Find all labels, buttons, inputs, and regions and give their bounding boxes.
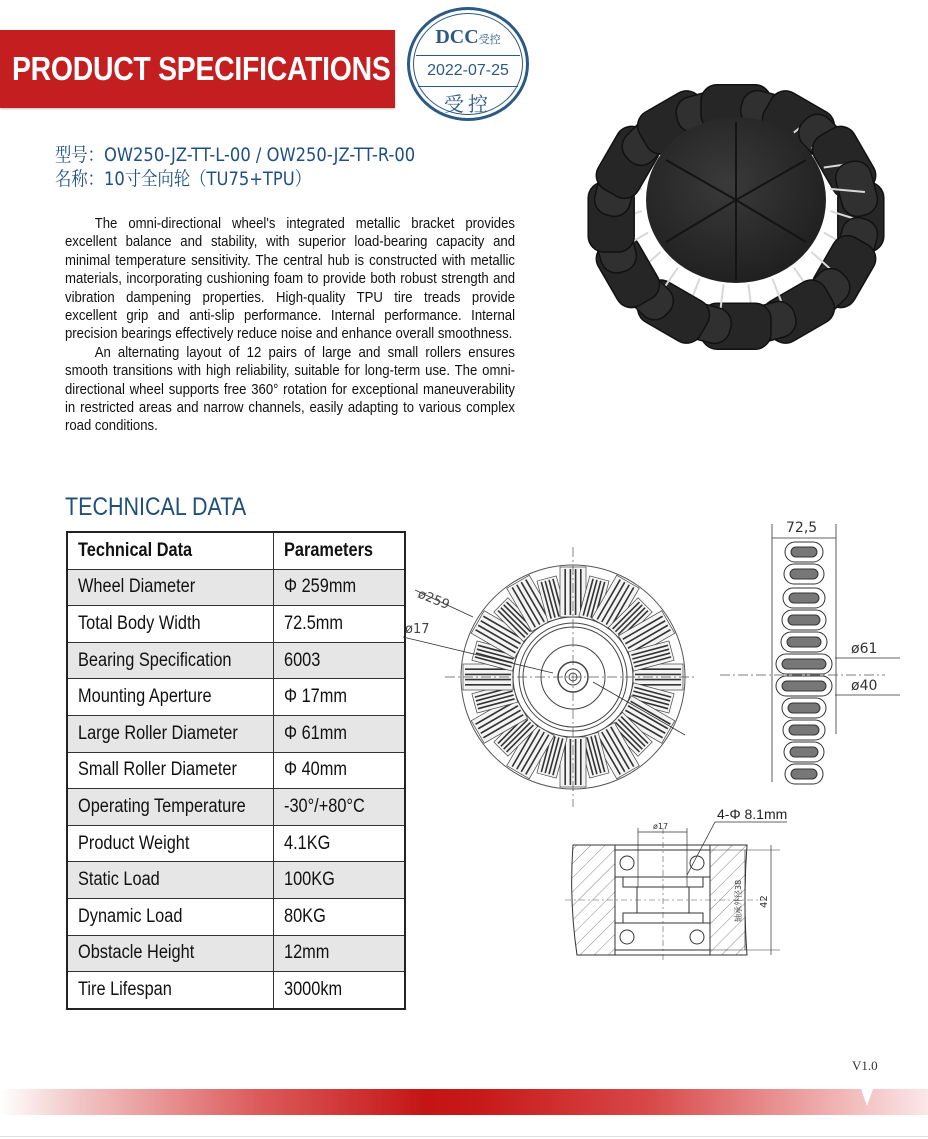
spec-value-cell: 100KG: [274, 862, 406, 899]
description-paragraph: An alternating layout of 12 pairs of large and small rollers ensures smooth transitions with high reliability, suitable for long-term use. The omni-directional wheel supports free 360° rotation for exceptional maneuverability in restricted areas and narrow channels, easily adapting to various complex road conditions.: [65, 344, 515, 435]
spec-value-cell: Φ 61mm: [274, 715, 406, 752]
dimension-bore-diameter: ø17: [405, 622, 430, 637]
table-header-row: [67, 532, 405, 569]
stamp-suffix: 受控: [478, 33, 501, 46]
spec-value-cell: 12mm: [274, 935, 406, 972]
page-title: PRODUCT SPECIFICATIONS: [12, 50, 391, 87]
table-row: [67, 789, 405, 826]
spec-value-cell: Φ 17mm: [274, 679, 406, 716]
table-row: [67, 752, 405, 789]
spec-name-cell: Total Body Width: [67, 606, 274, 643]
footer-divider: [0, 1136, 928, 1137]
spec-name-cell: Product Weight: [67, 825, 274, 862]
table-row: [67, 679, 405, 716]
side-roller-core: [791, 547, 817, 557]
spec-value-cell: 3000km: [274, 972, 406, 1009]
stamp-divider: [416, 55, 520, 56]
side-roller-core: [782, 659, 826, 669]
spec-name-cell: Operating Temperature: [67, 789, 274, 826]
stamp-divider: [418, 86, 518, 87]
footer-band: [0, 1089, 928, 1115]
dcc-control-stamp: [407, 7, 529, 121]
side-roller-core: [789, 593, 819, 603]
stamp-bottom-text: 受控: [444, 92, 492, 116]
model-number: 型号：OW250-JZ-TT-L-00 / OW250-JZ-TT-R-00: [55, 144, 416, 166]
table-row: [67, 825, 405, 862]
table-row: [67, 642, 405, 679]
stamp-top: [410, 26, 526, 49]
technical-data-title: TECHNICAL DATA: [65, 493, 247, 521]
table-row: [67, 935, 405, 972]
spec-name-cell: Dynamic Load: [67, 898, 274, 935]
side-roller-core: [787, 637, 821, 647]
dimension-bore: ø17: [653, 822, 669, 831]
side-roller-core: [791, 769, 817, 779]
table-row: [67, 898, 405, 935]
dimension-outer-diameter: ø259: [415, 586, 452, 613]
side-roller-core: [790, 569, 818, 579]
table-row: [67, 715, 405, 752]
table-row: [67, 862, 405, 899]
product-description: [65, 215, 515, 436]
spec-name-cell: Tire Lifespan: [67, 972, 274, 1009]
stamp-dcc-text: DCC: [435, 26, 479, 48]
spec-name-cell: Bearing Specification: [67, 642, 274, 679]
dimension-large-roller: ø61: [851, 641, 878, 657]
spec-name-cell: Small Roller Diameter: [67, 752, 274, 789]
spec-name-cell: Wheel Diameter: [67, 569, 274, 606]
spec-name-cell: Static Load: [67, 862, 274, 899]
dimension-width: 72,5: [786, 520, 818, 536]
column-header: Parameters: [274, 532, 406, 569]
front-view-drawing: [395, 545, 700, 810]
table-row: [67, 972, 405, 1009]
bearing-cross-section-drawing: [565, 800, 800, 960]
dimension-bearing-od: 轴承外径38: [734, 879, 743, 922]
spec-value-cell: 6003: [274, 642, 406, 679]
version-label: V1.0: [852, 1058, 878, 1073]
table-row: [67, 569, 405, 606]
side-roller-core: [782, 681, 826, 691]
table-row: [67, 606, 405, 643]
spec-name-cell: Obstacle Height: [67, 935, 274, 972]
spec-value-cell: 72.5mm: [274, 606, 406, 643]
dimension-small-roller: ø40: [851, 678, 878, 694]
stamp-date: 2022-07-25: [427, 62, 509, 79]
bolt-hole-note: 4-Φ 8.1mm: [717, 806, 788, 822]
dimension-height: 42: [759, 895, 770, 908]
footer-notch: [861, 1089, 873, 1106]
side-roller-core: [789, 725, 819, 735]
spec-value-cell: 4.1KG: [274, 825, 406, 862]
side-roller-core: [790, 747, 818, 757]
spec-value-cell: -30°/+80°C: [274, 789, 406, 826]
description-paragraph: The omni-directional wheel's integrated metallic bracket provides excellent balance and stability, with superior load-bearing capacity and minimal temperature sensitivity. The central hub is constructed with metallic materials, incorporating cushioning foam to provide both robust strength and vibration dampening properties. High-quality TPU tire treads provide excellent grip and anti-slip performance. Internal performance. Internal precision bearings effectively reduce noise and enhance overall smoothness.: [65, 216, 515, 343]
side-roller-core: [788, 615, 820, 625]
side-view-drawing: [720, 512, 920, 802]
side-roller-core: [788, 703, 820, 713]
spec-name-cell: Mounting Aperture: [67, 679, 274, 716]
product-name: 名称：10寸全向轮（TU75+TPU）: [55, 168, 312, 190]
spec-value-cell: 80KG: [274, 898, 406, 935]
spec-table: [66, 531, 406, 1010]
spec-name-cell: Large Roller Diameter: [67, 715, 274, 752]
spec-value-cell: Φ 40mm: [274, 752, 406, 789]
column-header: Technical Data: [67, 532, 274, 569]
spec-value-cell: Φ 259mm: [274, 569, 406, 606]
product-photo-omni-wheel: [548, 52, 926, 404]
